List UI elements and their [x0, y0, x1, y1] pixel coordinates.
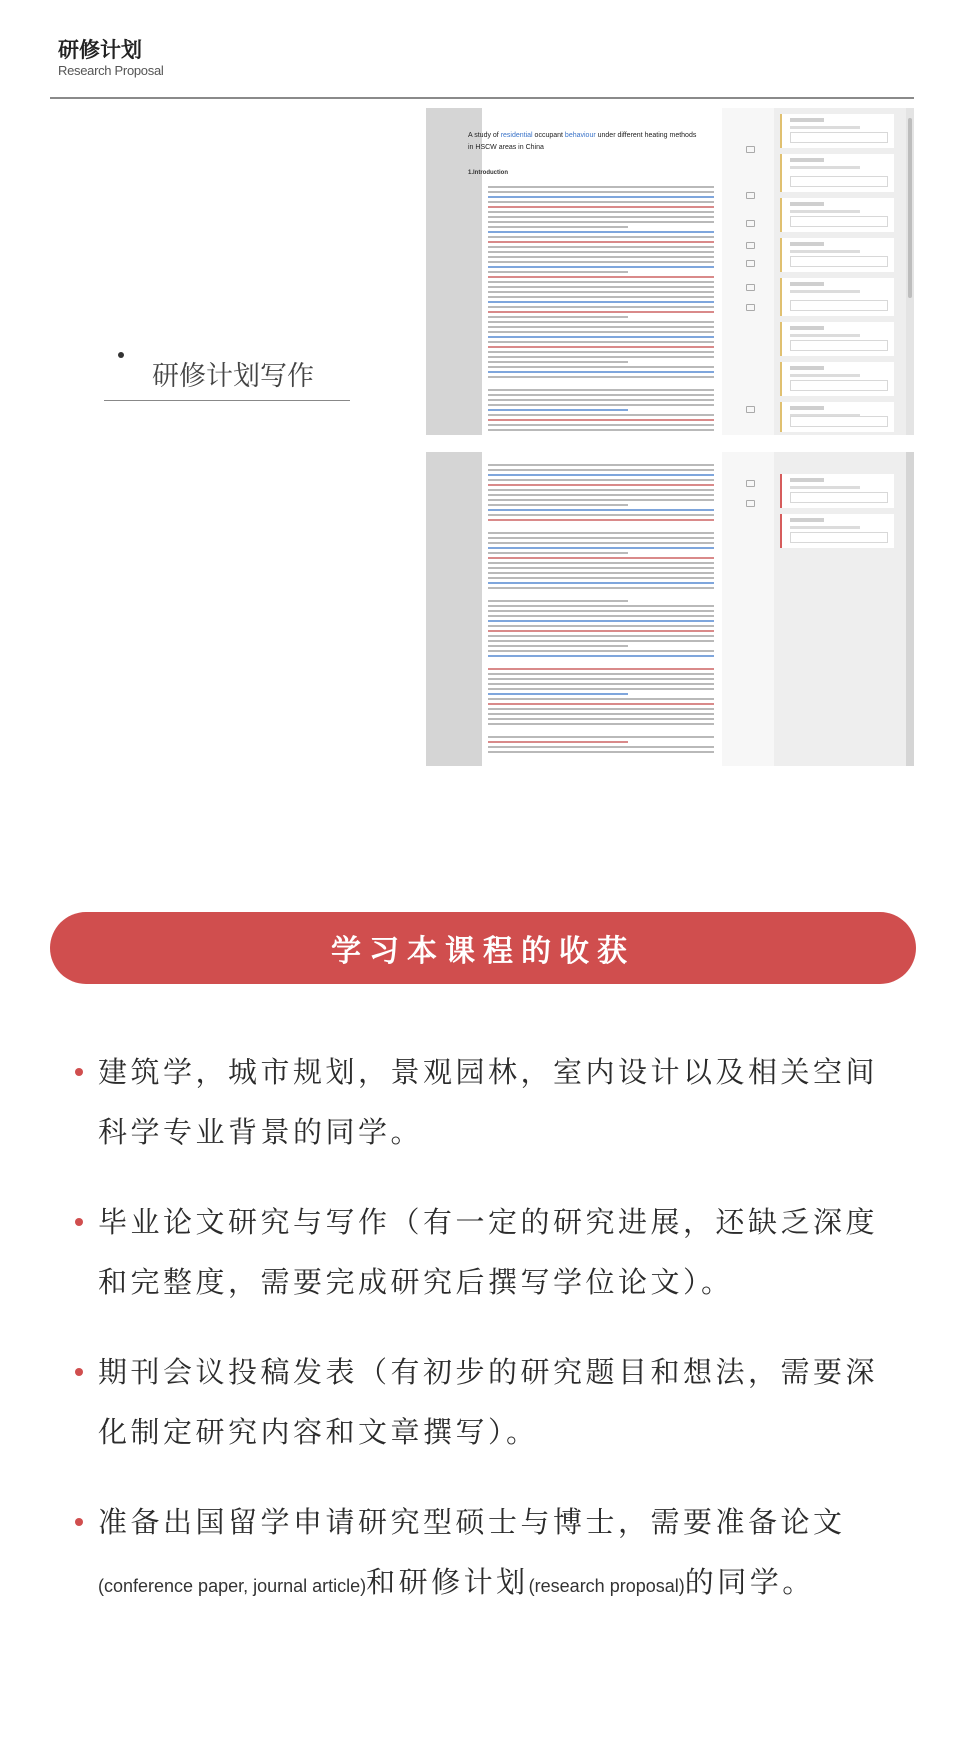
paper-text-line	[488, 645, 628, 647]
benefit-item: 期刊会议投稿发表（有初步的研究题目和想法，需要深化制定研究内容和文章撰写）。	[98, 1342, 908, 1462]
paper-text-line	[488, 291, 714, 293]
paper-text-line	[488, 698, 714, 700]
comment-marker-icon[interactable]	[746, 500, 755, 507]
paper-text-line	[488, 479, 714, 481]
benefit-item: 准备出国留学申请研究型硕士与博士，需要准备论文(conference paper, journal article)和研修计划(research proposal)的同学。	[98, 1492, 908, 1616]
paper-text-line	[488, 251, 714, 253]
paper-text-line	[488, 286, 714, 288]
scrollbar-thumb[interactable]	[908, 118, 912, 298]
paper-text-line	[488, 668, 714, 670]
paper-text-line	[488, 489, 714, 491]
paper-text-line	[488, 351, 714, 353]
paper-text-line	[488, 316, 628, 318]
paper-title: A study of residential occupant behaviour under different heating methods in HSCW areas in China	[468, 132, 697, 151]
comment-marker-icon[interactable]	[746, 242, 755, 249]
paper-text-line	[488, 301, 714, 303]
comment-card[interactable]	[780, 322, 894, 356]
paper-text-line	[488, 236, 714, 238]
paper-text-line	[488, 582, 714, 584]
paper-text-line	[488, 615, 714, 617]
paper-text-line	[488, 191, 714, 193]
document-screenshot-page-1	[426, 108, 914, 435]
paper-text-line	[488, 246, 714, 248]
paper-text-line	[488, 713, 714, 715]
paper-text-line	[488, 361, 628, 363]
paper-text-line	[488, 504, 628, 506]
paper-section-heading: 1.Introduction	[468, 170, 508, 176]
paper-text-line	[488, 221, 714, 223]
comment-marker-icon[interactable]	[746, 284, 755, 291]
paper-text-line	[488, 371, 714, 373]
comment-card[interactable]	[780, 514, 894, 548]
paper-text-line	[488, 306, 714, 308]
paper-text-line	[488, 610, 714, 612]
comment-marker-icon[interactable]	[746, 260, 755, 267]
paper-text-line	[488, 336, 714, 338]
paper-text-line	[488, 723, 714, 725]
paper-text-line	[488, 261, 714, 263]
paper-text-line	[488, 271, 628, 273]
comment-gutter	[722, 452, 774, 766]
comment-marker-icon[interactable]	[746, 146, 755, 153]
paper-text-line	[488, 718, 714, 720]
paper-text-line	[488, 519, 714, 521]
paper-text-line	[488, 464, 714, 466]
paper-text-line	[488, 331, 714, 333]
paper-text-line	[488, 509, 714, 511]
paper-text-line	[488, 326, 714, 328]
comment-card[interactable]	[780, 114, 894, 148]
paper-text-line	[488, 321, 714, 323]
paper-text-line	[488, 547, 714, 549]
paper-text-line	[488, 296, 714, 298]
paper-text-line	[488, 186, 714, 188]
paper-text-line	[488, 537, 714, 539]
comment-card[interactable]	[780, 402, 894, 432]
paper-text-line	[488, 683, 714, 685]
paper-text-line	[488, 376, 714, 378]
paper-text-line	[488, 419, 714, 421]
page-title: 研修计划	[58, 38, 142, 62]
paper-text-line	[488, 655, 714, 657]
benefit-item: 建筑学，城市规划，景观园林，室内设计以及相关空间科学专业背景的同学。	[98, 1042, 908, 1162]
paper-text-line	[488, 746, 714, 748]
paper-text-line	[488, 494, 714, 496]
proposal-writing-label: 研修计划写作	[152, 361, 314, 392]
paper-text-line	[488, 587, 714, 589]
paper-text-line	[488, 678, 714, 680]
paper-text-line	[488, 346, 714, 348]
comment-card[interactable]	[780, 198, 894, 232]
paper-text-line	[488, 693, 628, 695]
comment-card[interactable]	[780, 278, 894, 316]
paper-text-line	[488, 630, 714, 632]
comment-card[interactable]	[780, 362, 894, 396]
comment-gutter	[722, 108, 774, 435]
paper-text-line	[488, 484, 714, 486]
paper-text-line	[488, 688, 714, 690]
label-underline	[104, 400, 350, 401]
paper-text-line	[488, 389, 714, 391]
paper-text-line	[488, 600, 628, 602]
paper-text-line	[488, 414, 714, 416]
paper-text-line	[488, 751, 714, 753]
bullet-dot-icon	[118, 352, 124, 358]
paper-text-line	[488, 741, 628, 743]
comment-card[interactable]	[780, 154, 894, 192]
paper-text-line	[488, 552, 628, 554]
comment-marker-icon[interactable]	[746, 406, 755, 413]
paper-text-line	[488, 532, 714, 534]
paper-text-line	[488, 216, 714, 218]
paper-text-line	[488, 206, 714, 208]
benefits-section-banner: 学习本课程的收获	[50, 912, 916, 984]
paper-text-line	[488, 567, 714, 569]
paper-text-line	[488, 514, 714, 516]
paper-text-line	[488, 429, 714, 431]
paper-text-line	[488, 404, 714, 406]
paper-text-line	[488, 424, 714, 426]
bullet-dot-icon	[75, 1518, 83, 1526]
comments-pane	[774, 452, 906, 766]
paper-text-line	[488, 703, 714, 705]
comment-marker-icon[interactable]	[746, 192, 755, 199]
paper-text-line	[488, 605, 714, 607]
comment-marker-icon[interactable]	[746, 220, 755, 227]
comment-marker-icon[interactable]	[746, 304, 755, 311]
bullet-dot-icon	[75, 1068, 83, 1076]
paper-text-line	[488, 281, 714, 283]
paper-text-line	[488, 196, 714, 198]
paper-text-line	[488, 542, 714, 544]
paper-text-line	[488, 557, 714, 559]
paper-text-line	[488, 366, 714, 368]
paper-text-line	[488, 650, 714, 652]
comment-card[interactable]	[780, 238, 894, 272]
paper-text-line	[488, 673, 714, 675]
paper-text-line	[488, 201, 714, 203]
paper-text-line	[488, 211, 714, 213]
paper-text-line	[488, 256, 714, 258]
paper-text-line	[488, 469, 714, 471]
paper-text-line	[488, 266, 714, 268]
paper-text-line	[488, 226, 628, 228]
paper-text-line	[488, 620, 714, 622]
paper-text-line	[488, 231, 714, 233]
paper-text-line	[488, 276, 714, 278]
paper-text-line	[488, 640, 714, 642]
paper-text-line	[488, 409, 628, 411]
paper-text-line	[488, 356, 714, 358]
paper-text-line	[488, 341, 714, 343]
paper-text-line	[488, 394, 714, 396]
document-screenshot-page-2	[426, 452, 914, 766]
paper-text-line	[488, 241, 714, 243]
paper-text-line	[488, 562, 714, 564]
comments-pane	[774, 108, 906, 435]
scrollbar[interactable]	[906, 108, 914, 435]
page-subtitle: Research Proposal	[58, 63, 164, 78]
paper-text-line	[488, 311, 714, 313]
paper-text-line	[488, 399, 714, 401]
bullet-dot-icon	[75, 1218, 83, 1226]
paper-text-line	[488, 635, 714, 637]
comment-marker-icon[interactable]	[746, 480, 755, 487]
paper-text-line	[488, 736, 714, 738]
header-divider	[50, 97, 914, 99]
bullet-dot-icon	[75, 1368, 83, 1376]
paper-text-line	[488, 499, 714, 501]
comment-card[interactable]	[780, 474, 894, 508]
paper-text-line	[488, 625, 714, 627]
paper-text-line	[488, 474, 714, 476]
paper-text-line	[488, 572, 714, 574]
benefit-item: 毕业论文研究与写作（有一定的研究进展，还缺乏深度和完整度，需要完成研究后撰写学位论文）。	[98, 1192, 908, 1312]
paper-text-line	[488, 577, 714, 579]
paper-text-line	[488, 708, 714, 710]
